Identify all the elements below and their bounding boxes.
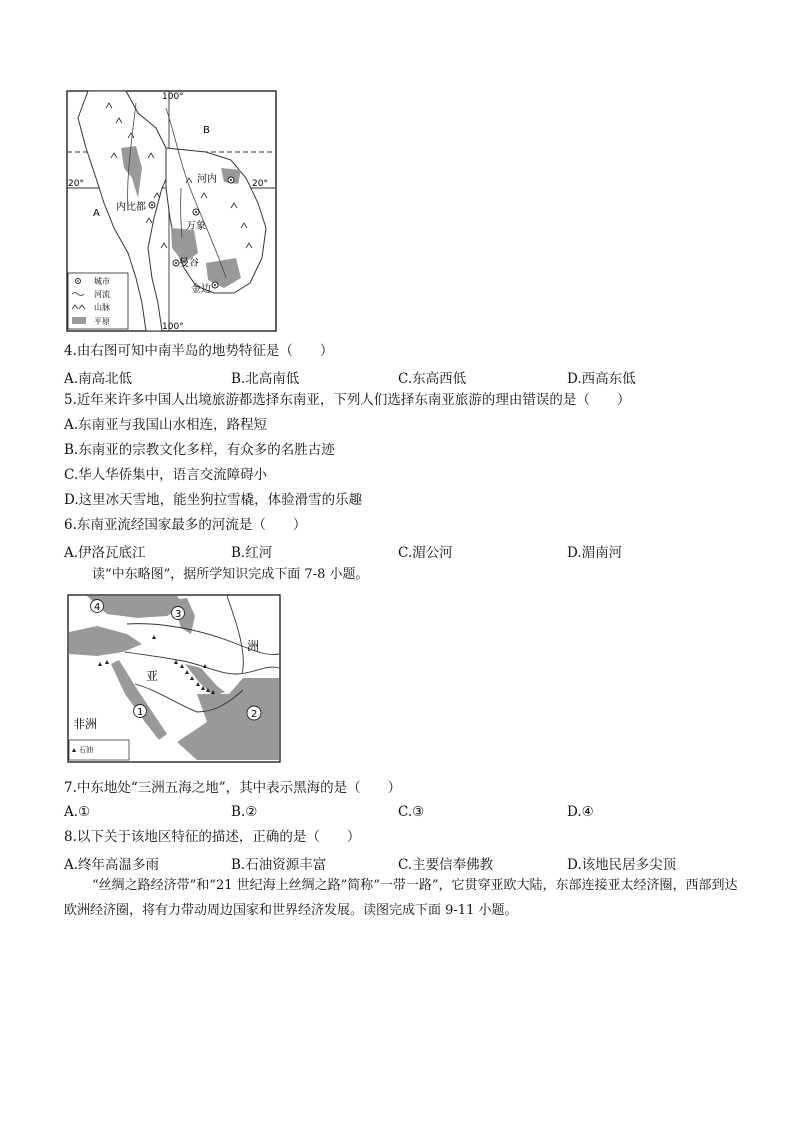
q5-option-d[interactable]: D.这里冰天雪地，能坐狗拉雪橇，体验滑雪的乐趣 [64, 492, 363, 508]
svg-text:城市: 城市 [94, 277, 110, 286]
q6-option-a[interactable]: A.伊洛瓦底江 [64, 545, 146, 561]
svg-text:内比都: 内比都 [116, 202, 146, 213]
q5-option-c[interactable]: C.华人华侨集中，语言交流障碍小 [64, 467, 268, 483]
svg-text:河内: 河内 [197, 174, 217, 185]
q7-option-d[interactable]: D.④ [567, 804, 594, 820]
q7-option-a[interactable]: A.① [64, 804, 91, 820]
intro-7-8: 读“中东略图”，据所学知识完成下面 7-8 小题。 [92, 567, 369, 582]
q8-option-d[interactable]: D.该地民居多尖顶 [567, 857, 677, 873]
svg-text:曼谷: 曼谷 [179, 258, 199, 269]
label-zhou: 洲 [247, 639, 260, 653]
q4-option-b[interactable]: B.北高南低 [231, 371, 300, 387]
lon-label-bottom: 100° [162, 322, 184, 332]
question-4-stem: 4.由右图可知中南半岛的地势特征是（ ） [64, 343, 334, 359]
svg-text:2: 2 [251, 709, 258, 720]
region-label-b: B [203, 125, 210, 136]
question-6-stem: 6.东南亚流经国家最多的河流是（ ） [64, 517, 307, 533]
indochina-map [66, 88, 278, 334]
svg-text:河流: 河流 [94, 290, 110, 299]
svg-text:4: 4 [94, 602, 101, 613]
q4-option-c[interactable]: C.东高西低 [398, 371, 467, 387]
q8-option-a[interactable]: A.终年高温多雨 [64, 857, 160, 873]
middle-east-map [67, 594, 281, 764]
question-5-stem: 5.近年来许多中国人出境旅游都选择东南亚，下列人们选择东南亚旅游的理由错误的是（ ） [64, 392, 631, 408]
question-8-stem: 8.以下关于该地区特征的描述，正确的是（ ） [64, 829, 361, 845]
marker-4 [91, 600, 104, 614]
marker-1 [134, 705, 147, 719]
intro-9-11: “丝绸之路经济带”和“21 世纪海上丝绸之路”简称“一带一路”，它贯穿亚欧大陆，东部连接亚太经济圈，西部到达欧洲经济圈，将有力带动周边国家和世界经济发展。读图完成下面 9-11 小题。 [64, 878, 738, 918]
lat-label-right: 20° [252, 179, 268, 189]
region-label-a: A [93, 208, 100, 219]
svg-text:3: 3 [175, 609, 182, 620]
map1-legend [68, 273, 128, 329]
svg-text:1: 1 [137, 707, 144, 718]
q8-option-c[interactable]: C.主要信奉佛教 [398, 857, 494, 873]
q8-option-b[interactable]: B.石油资源丰富 [231, 857, 327, 873]
q6-option-d[interactable]: D.湄南河 [567, 545, 623, 561]
question-7-stem: 7.中东地处“三洲五海之地”，其中表示黑海的是（ ） [64, 780, 402, 796]
svg-text:平原: 平原 [94, 317, 110, 326]
label-ya: 亚 [146, 669, 159, 683]
question-6-options [64, 541, 744, 559]
question-8-options [64, 853, 744, 871]
map2-legend [69, 740, 129, 760]
lon-label-top: 100° [162, 92, 184, 102]
q4-option-d[interactable]: D.西高东低 [567, 371, 636, 387]
question-4-options [64, 367, 744, 385]
question-7-options [64, 804, 744, 822]
label-africa: 非洲 [73, 717, 98, 731]
q5-option-b[interactable]: B.东南亚的宗教文化多样，有众多的名胜古迹 [64, 442, 335, 458]
q6-option-b[interactable]: B.红河 [231, 545, 273, 561]
marker-3 [172, 607, 185, 621]
svg-text:金边: 金边 [191, 284, 211, 295]
svg-text:山脉: 山脉 [94, 303, 110, 312]
svg-text:万象: 万象 [186, 221, 206, 232]
q5-option-a[interactable]: A.东南亚与我国山水相连，路程短 [64, 417, 268, 433]
q7-option-b[interactable]: B.② [231, 804, 258, 820]
q4-option-a[interactable]: A.南高北低 [64, 371, 133, 387]
q6-option-c[interactable]: C.湄公河 [398, 545, 453, 561]
q7-option-c[interactable]: C.③ [398, 804, 425, 820]
lat-label-left: 20° [68, 179, 84, 189]
svg-text:石油: 石油 [79, 746, 93, 754]
marker-2 [247, 706, 261, 720]
